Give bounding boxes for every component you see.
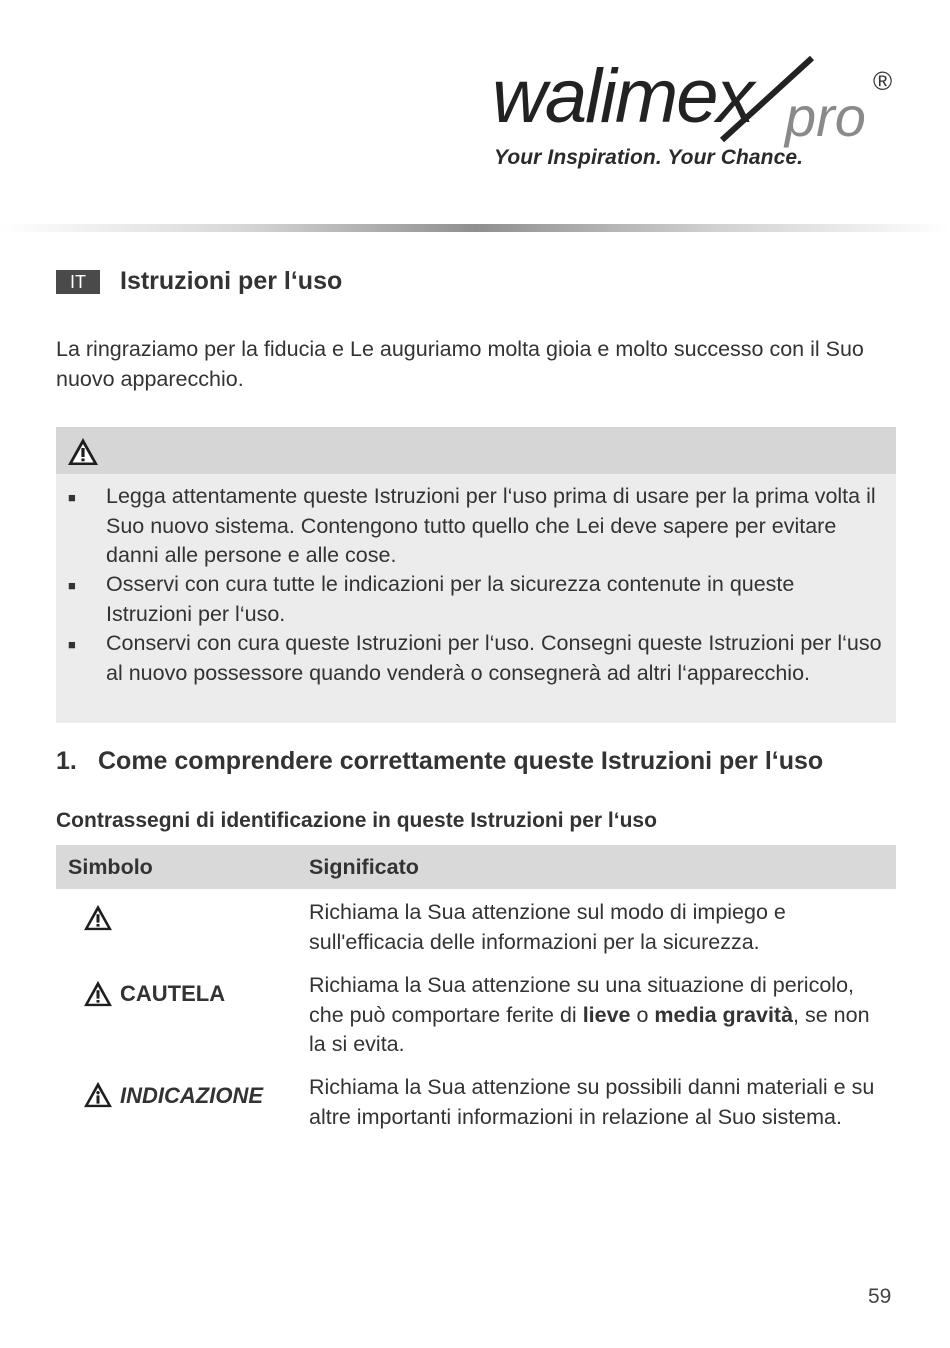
language-badge: IT (56, 270, 100, 294)
symbol-label-cautela: CAUTELA (120, 981, 226, 1006)
meaning-bold-media-gravita: media gravità (654, 1002, 794, 1027)
column-header-symbol: Simbolo (68, 855, 153, 879)
page-title: Istruzioni per l‘uso (120, 267, 343, 295)
warning-item: Conservi con cura queste Istruzioni per l‘uso. Consegni queste Istruzioni per l‘uso al nuovo possessore quando venderà o consegnerà ad altri l‘apparecchio. (106, 631, 882, 685)
meaning-bold-lieve: lieve (582, 1002, 631, 1027)
section-number: 1. (56, 747, 77, 775)
warning-triangle-icon (83, 904, 113, 931)
tagline: Your Inspiration. Your Chance. (494, 146, 804, 169)
warning-item: Osservi con cura tutte le indicazioni per la sicurezza contenute in queste Istruzioni per l‘uso. (106, 572, 795, 626)
table-cell-meaning (309, 971, 889, 1060)
symbol-label-indicazione: INDICAZIONE (120, 1083, 263, 1108)
table-cell-meaning: Richiama la Sua attenzione sul modo di impiego e sull'efficacia delle informazioni per la sicurezza. (309, 900, 786, 954)
warning-triangle-icon (83, 980, 113, 1007)
logo-wordmark: walimex (492, 54, 753, 139)
table-header (56, 845, 896, 889)
warning-box-header (56, 427, 896, 474)
meaning-text: , se non la si evita. (309, 1002, 870, 1056)
meaning-text: Richiama la Sua attenzione su una situazione di pericolo, che può comportare ferite di (309, 973, 854, 1027)
intro-paragraph: La ringraziamo per la fiducia e Le auguriamo molta gioia e molto successo con il Suo nuovo apparecchio. (56, 337, 864, 391)
bullet-icon: ■ (68, 637, 76, 652)
header-divider (0, 224, 950, 232)
warning-item: Legga attentamente queste Istruzioni per l‘uso prima di usare per la prima volta il Suo nuovo sistema. Contengono tutto quello che Lei deve sapere per evitare danni alle persone e alle cose. (106, 484, 876, 567)
table-cell-meaning: Richiama la Sua attenzione su possibili danni materiali e su altre importanti informazioni in relazione al Suo sistema. (309, 1075, 875, 1129)
warning-triangle-icon (67, 437, 99, 466)
logo-pro: pro (785, 85, 866, 148)
page-number: 59 (868, 1285, 892, 1308)
column-header-meaning: Significato (309, 855, 419, 879)
meaning-text: o (630, 1002, 655, 1027)
bullet-icon: ■ (68, 490, 76, 505)
section-title: Come comprendere correttamente queste Istruzioni per l‘uso (98, 747, 824, 775)
bullet-icon: ■ (68, 578, 76, 593)
sub-heading: Contrassegni di identificazione in queste Istruzioni per l‘uso (56, 809, 657, 832)
section-heading (56, 747, 823, 776)
walimex-pro-logo (490, 52, 900, 152)
info-triangle-icon (83, 1081, 113, 1108)
registered-mark: ® (873, 66, 893, 96)
